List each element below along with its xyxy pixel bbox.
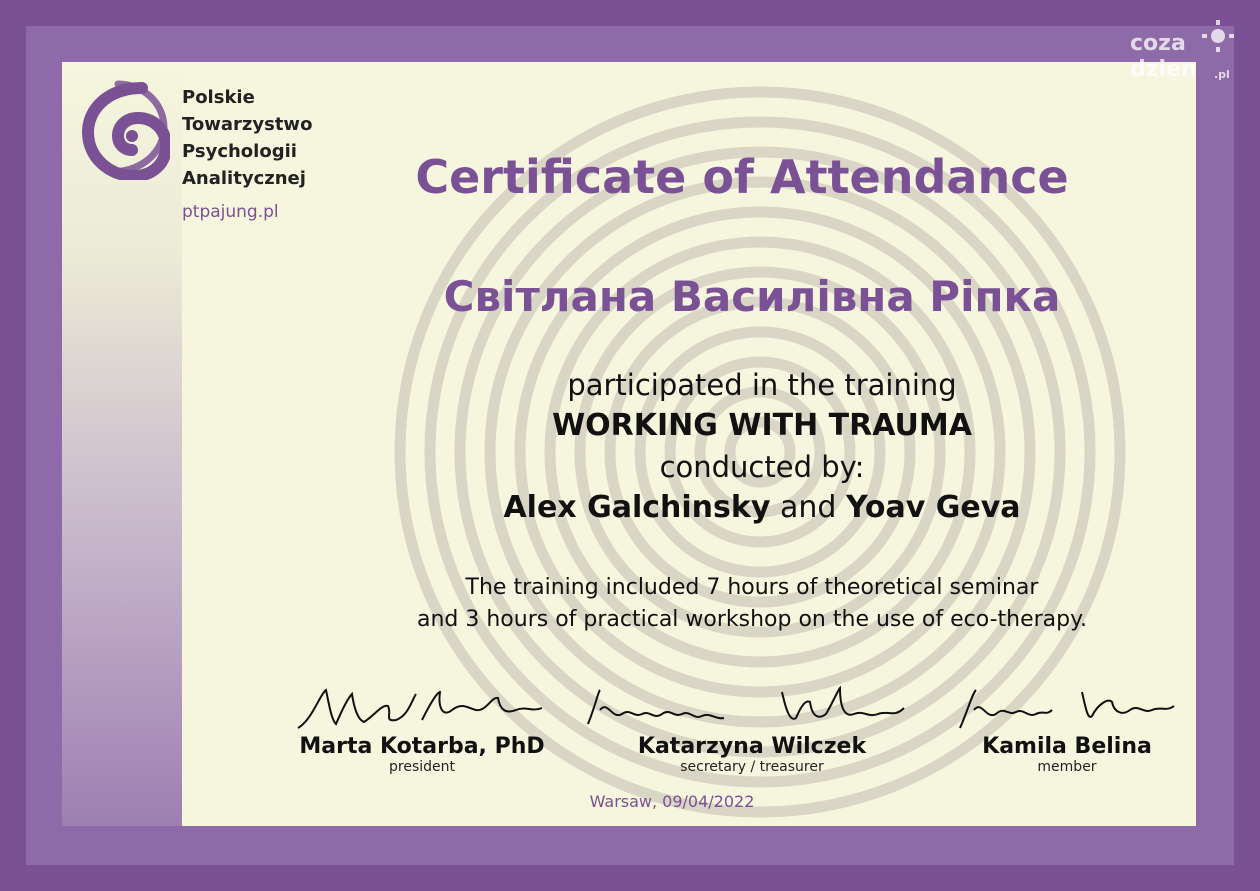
description-line-1: The training included 7 hours of theoretical seminar [465, 575, 1039, 600]
signatory-name-3: Kamila Belina [982, 734, 1152, 759]
signatory-block-1 [282, 680, 562, 775]
handwritten-signature-2 [582, 680, 922, 734]
spiral-logo-icon [82, 80, 170, 180]
signatory-role-3: member [1037, 759, 1097, 775]
trainer-2: Yoav Geva [845, 490, 1021, 525]
participated-text: participated in the training [567, 368, 957, 402]
trainer-conjunction: and [779, 490, 837, 525]
watermark-line-1: coza [1130, 31, 1186, 56]
signatory-block-3 [952, 680, 1182, 775]
conducted-by-text: conducted by: [659, 450, 865, 484]
organization-name: Polskie Towarzystwo Psychologii Analitycznej [182, 87, 313, 189]
watermark-line-2: dzien [1130, 57, 1197, 82]
trainers-line [362, 490, 1162, 525]
certificate-page [62, 62, 1196, 826]
handwritten-signature-3 [952, 680, 1182, 734]
recipient-name: Світлана Василівна Ріпка [443, 272, 1061, 321]
organization-url[interactable]: ptpajung.pl [182, 202, 279, 222]
signatory-name-2: Katarzyna Wilczek [637, 734, 867, 759]
training-name: WORKING WITH TRAUMA [552, 408, 972, 443]
description-line-2: and 3 hours of practical workshop on the use of eco-therapy. [416, 607, 1088, 632]
handwritten-signature-1 [292, 680, 552, 734]
training-description [342, 572, 1162, 636]
signatory-name-1: Marta Kotarba, PhD [299, 734, 545, 759]
signatory-role-2: secretary / treasurer [680, 759, 824, 775]
sun-icon [1202, 20, 1234, 52]
signatory-block-2 [582, 680, 922, 775]
cozadzien-watermark-logo [1130, 20, 1240, 84]
issue-date: Warsaw, 09/04/2022 [589, 792, 755, 811]
watermark-suffix: .pl [1214, 68, 1230, 81]
certificate-title: Certificate of Attendance [415, 150, 1069, 204]
trainer-1: Alex Galchinsky [503, 490, 771, 525]
signatory-role-1: president [389, 759, 455, 775]
